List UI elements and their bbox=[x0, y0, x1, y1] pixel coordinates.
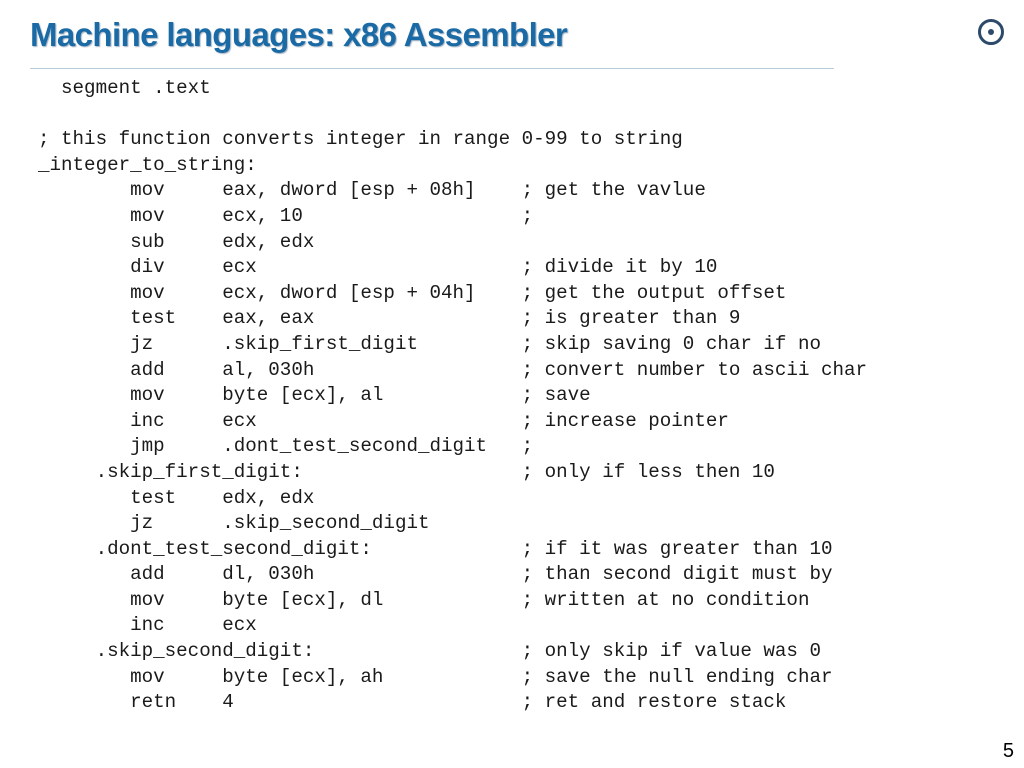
code-line bbox=[38, 102, 867, 128]
code-block bbox=[38, 76, 867, 716]
code-line: mov eax, dword [esp + 08h] ; get the vavlue bbox=[38, 179, 706, 202]
code-line: mov byte [ecx], ah ; save the null ending char bbox=[38, 665, 833, 688]
code-line: div ecx ; divide it by 10 bbox=[38, 256, 718, 279]
code-line: mov byte [ecx], al ; save bbox=[38, 384, 591, 407]
code-line: inc ecx ; increase pointer bbox=[38, 409, 729, 432]
code-line: inc ecx bbox=[38, 614, 257, 637]
code-line: mov ecx, 10 ; bbox=[38, 204, 534, 227]
title-divider bbox=[30, 68, 834, 69]
page-number: 5 bbox=[1002, 740, 1014, 762]
code-line: _integer_to_string: bbox=[38, 153, 257, 176]
code-line: segment .text bbox=[38, 77, 211, 99]
code-line: sub edx, edx bbox=[38, 230, 315, 253]
code-line: jz .skip_second_digit bbox=[38, 512, 430, 535]
slide-title: Machine languages: x86 Assembler bbox=[30, 16, 568, 53]
code-line: .skip_first_digit: ; only if less then 10 bbox=[38, 460, 775, 483]
code-line: .dont_test_second_digit: ; if it was greater than 10 bbox=[38, 537, 833, 560]
code-line: test edx, edx bbox=[38, 486, 315, 509]
code-line: add al, 030h ; convert number to ascii char bbox=[38, 358, 868, 381]
code-line: ; this function converts integer in range 0-99 to string bbox=[38, 128, 683, 151]
code-line: add dl, 030h ; than second digit must by bbox=[38, 563, 833, 586]
code-line: mov byte [ecx], dl ; written at no condition bbox=[38, 588, 810, 611]
code-line: .skip_second_digit: ; only skip if value was 0 bbox=[38, 640, 821, 663]
circle-logo-icon bbox=[975, 16, 1007, 48]
code-line: jz .skip_first_digit ; skip saving 0 char if no bbox=[38, 332, 821, 355]
code-line: retn 4 ; ret and restore stack bbox=[38, 691, 787, 714]
code-line: jmp .dont_test_second_digit ; bbox=[38, 435, 534, 458]
code-line: test eax, eax ; is greater than 9 bbox=[38, 307, 741, 330]
code-line: mov ecx, dword [esp + 04h] ; get the output offset bbox=[38, 281, 787, 304]
